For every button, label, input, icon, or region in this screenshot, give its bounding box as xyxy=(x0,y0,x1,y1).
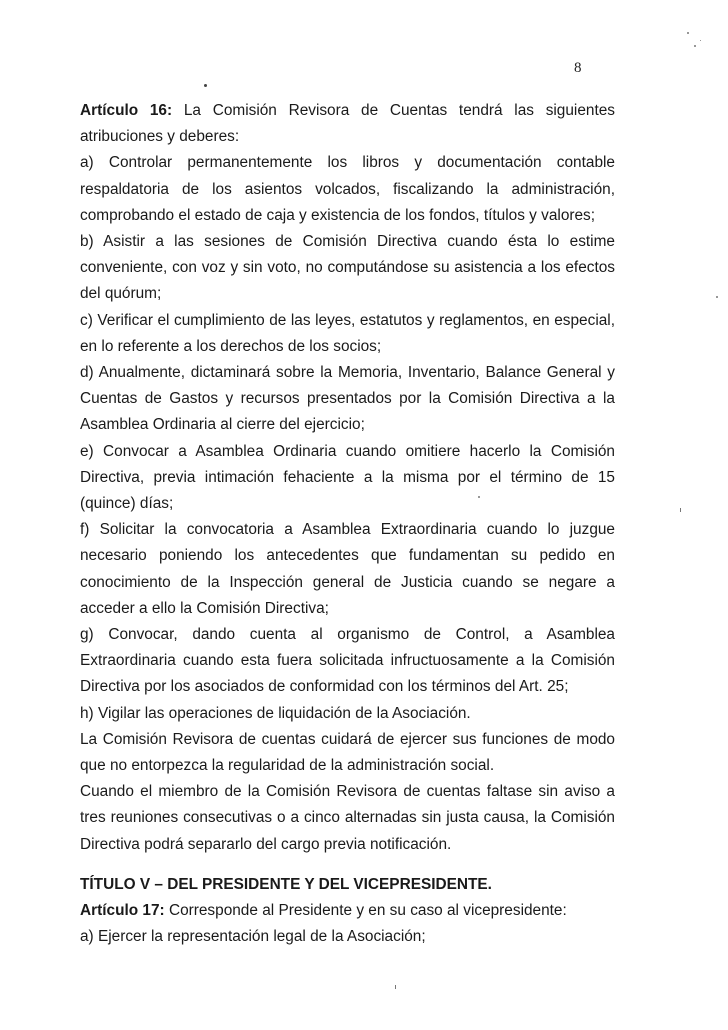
article-16-section xyxy=(80,98,615,858)
scan-speck xyxy=(204,84,207,87)
title-v-section xyxy=(80,872,620,951)
scan-speck xyxy=(716,296,718,298)
scan-speck xyxy=(395,985,396,989)
article-16-item-c: c) Verificar el cumplimiento de las leyes, estatutos y reglamentos, en especial, en lo referente a los derechos de los socios; xyxy=(80,311,615,355)
article-16-intro-text: La Comisión Revisora de Cuentas tendrá las siguientes atribuciones y deberes: xyxy=(80,102,615,146)
article-16-item-d: d) Anualmente, dictaminará sobre la Memoria, Inventario, Balance General y Cuentas de Gastos y recursos presentados por la Comisión Directiva a la Asamblea Ordinaria al cierre del ejercicio; xyxy=(80,364,615,434)
scan-speck xyxy=(687,32,689,34)
article-16-item-f: f) Solicitar la convocatoria a Asamblea Extraordinaria cuando lo juzgue necesario poniendo los antecedentes que fundamentan su pedido en conocimiento de la Inspección general de Justicia cuando se negare a acceder a ello la Comisión Directiva; xyxy=(80,521,615,617)
article-16-item-a: a) Controlar permanentemente los libros y documentación contable respaldatoria de los asientos volcados, fiscalizando la administración, comprobando el estado de caja y existencia de los fondos, títulos y valores; xyxy=(80,154,615,224)
article-16-item-h: h) Vigilar las operaciones de liquidación de la Asociación. xyxy=(80,704,471,722)
article-16-item-b: b) Asistir a las sesiones de Comisión Directiva cuando ésta lo estime conveniente, con voz y sin voto, no computándose su asistencia a los efectos del quórum; xyxy=(80,233,615,303)
article-16-item-g: g) Convocar, dando cuenta al organismo de Control, a Asamblea Extraordinaria cuando esta fuera solicitada infructuosamente a la Comisión Directiva por los asociados de conformidad con los términos del Art. 25; xyxy=(80,626,615,696)
article-17-label: Artículo 17: xyxy=(80,902,165,920)
scan-speck xyxy=(680,508,681,512)
article-17-intro xyxy=(80,898,620,924)
title-v-heading: TÍTULO V – DEL PRESIDENTE Y DEL VICEPRESIDENTE. xyxy=(80,876,492,893)
article-16-label: Artículo 16: xyxy=(80,102,173,119)
article-17-intro-text: Corresponde al Presidente y en su caso al vicepresidente: xyxy=(168,902,567,920)
scan-speck xyxy=(478,496,480,498)
page-number: 8 xyxy=(574,60,582,76)
scan-speck xyxy=(694,45,696,47)
article-16-intro xyxy=(80,98,615,150)
article-17-item-a: a) Ejercer la representación legal de la Asociación; xyxy=(80,928,426,946)
article-16-absence-paragraph: Cuando el miembro de la Comisión Revisora de cuentas faltase sin aviso a tres reuniones consecutivas o a cinco alternadas sin justa causa, la Comisión Directiva podrá separarlo del cargo previa notificación. xyxy=(80,783,615,853)
scan-speck xyxy=(700,40,701,41)
article-16-care-paragraph: La Comisión Revisora de cuentas cuidará de ejercer sus funciones de modo que no entorpezca la regularidad de la administración social. xyxy=(80,730,615,775)
article-16-item-e: e) Convocar a Asamblea Ordinaria cuando omitiere hacerlo la Comisión Directiva, previa intimación fehaciente a la misma por el término de 15 (quince) días; xyxy=(80,442,615,513)
